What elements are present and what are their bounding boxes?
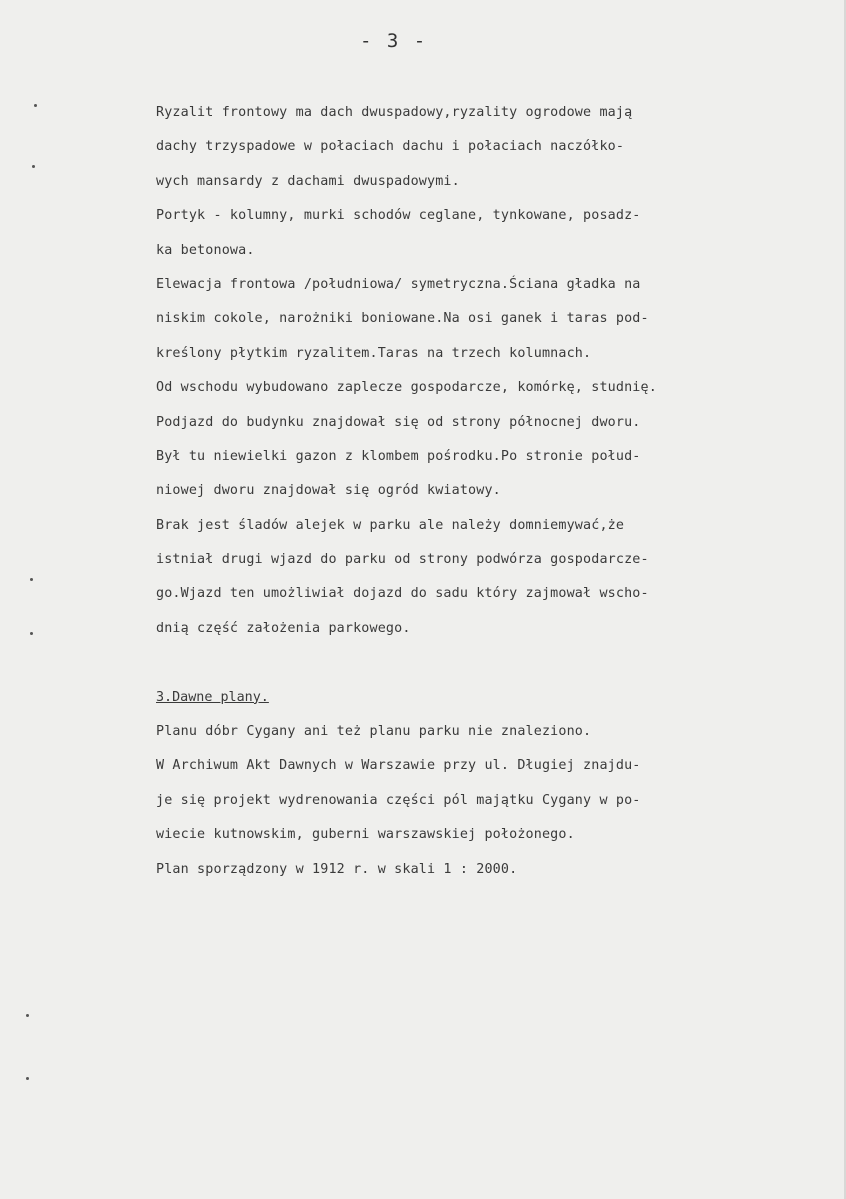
text-line: wych mansardy z dachami dwuspadowymi. xyxy=(156,173,460,189)
punch-hole-mark xyxy=(34,104,37,107)
paragraph-gap xyxy=(156,646,796,680)
text-line: istniał drugi wjazd do parku od strony podwórza gospodarcze- xyxy=(156,552,649,568)
text-line: ka betonowa. xyxy=(156,242,255,258)
text-line: Portyk - kolumny, murki schodów ceglane, tynkowane, posadz- xyxy=(156,208,641,224)
text-line: je się projekt wydrenowania części pól majątku Cygany w po- xyxy=(156,792,641,808)
architecture-description xyxy=(156,96,796,646)
text-line: Plan sporządzony w 1912 r. w skali 1 : 2000. xyxy=(156,861,518,877)
text-line: dnią część założenia parkowego. xyxy=(156,620,411,636)
text-line: Od wschodu wybudowano zaplecze gospodarcze, komórkę, studnię. xyxy=(156,380,657,396)
text-line: Brak jest śladów alejek w parku ale należy domniemywać,że xyxy=(156,517,625,533)
text-line: niowej dworu znajdował się ogród kwiatowy. xyxy=(156,483,501,499)
text-line: niskim cokole, narożniki boniowane.Na osi ganek i taras pod- xyxy=(156,311,649,327)
punch-hole-mark xyxy=(30,578,33,581)
text-line: Elewacja frontowa /południowa/ symetryczna.Ściana gładka na xyxy=(156,276,641,292)
text-line: W Archiwum Akt Dawnych w Warszawie przy ul. Długiej znajdu- xyxy=(156,758,641,774)
punch-hole-mark xyxy=(26,1077,29,1080)
punch-hole-mark xyxy=(30,632,33,635)
text-line: kreślony płytkim ryzalitem.Taras na trzech kolumnach. xyxy=(156,345,592,361)
text-line: dachy trzyspadowe w połaciach dachu i połaciach naczółko- xyxy=(156,139,625,155)
text-line: Podjazd do budynku znajdował się od strony północnej dworu. xyxy=(156,414,641,430)
text-line: go.Wjazd ten umożliwiał dojazd do sadu który zajmował wscho- xyxy=(156,586,649,602)
text-line: Ryzalit frontowy ma dach dwuspadowy,ryzality ogrodowe mają xyxy=(156,105,633,120)
document-body xyxy=(156,96,796,887)
old-plans-section xyxy=(156,681,796,887)
text-line: wiecie kutnowskim, guberni warszawskiej położonego. xyxy=(156,827,575,843)
text-line: Był tu niewielki gazon z klombem pośrodku.Po stronie połud- xyxy=(156,448,641,464)
punch-hole-mark xyxy=(32,165,35,168)
page-number: - 3 - xyxy=(360,30,428,52)
text-line: Planu dóbr Cygany ani też planu parku nie znaleziono. xyxy=(156,724,592,740)
punch-hole-mark xyxy=(26,1014,29,1017)
section-heading: 3.Dawne plany. xyxy=(156,689,269,705)
